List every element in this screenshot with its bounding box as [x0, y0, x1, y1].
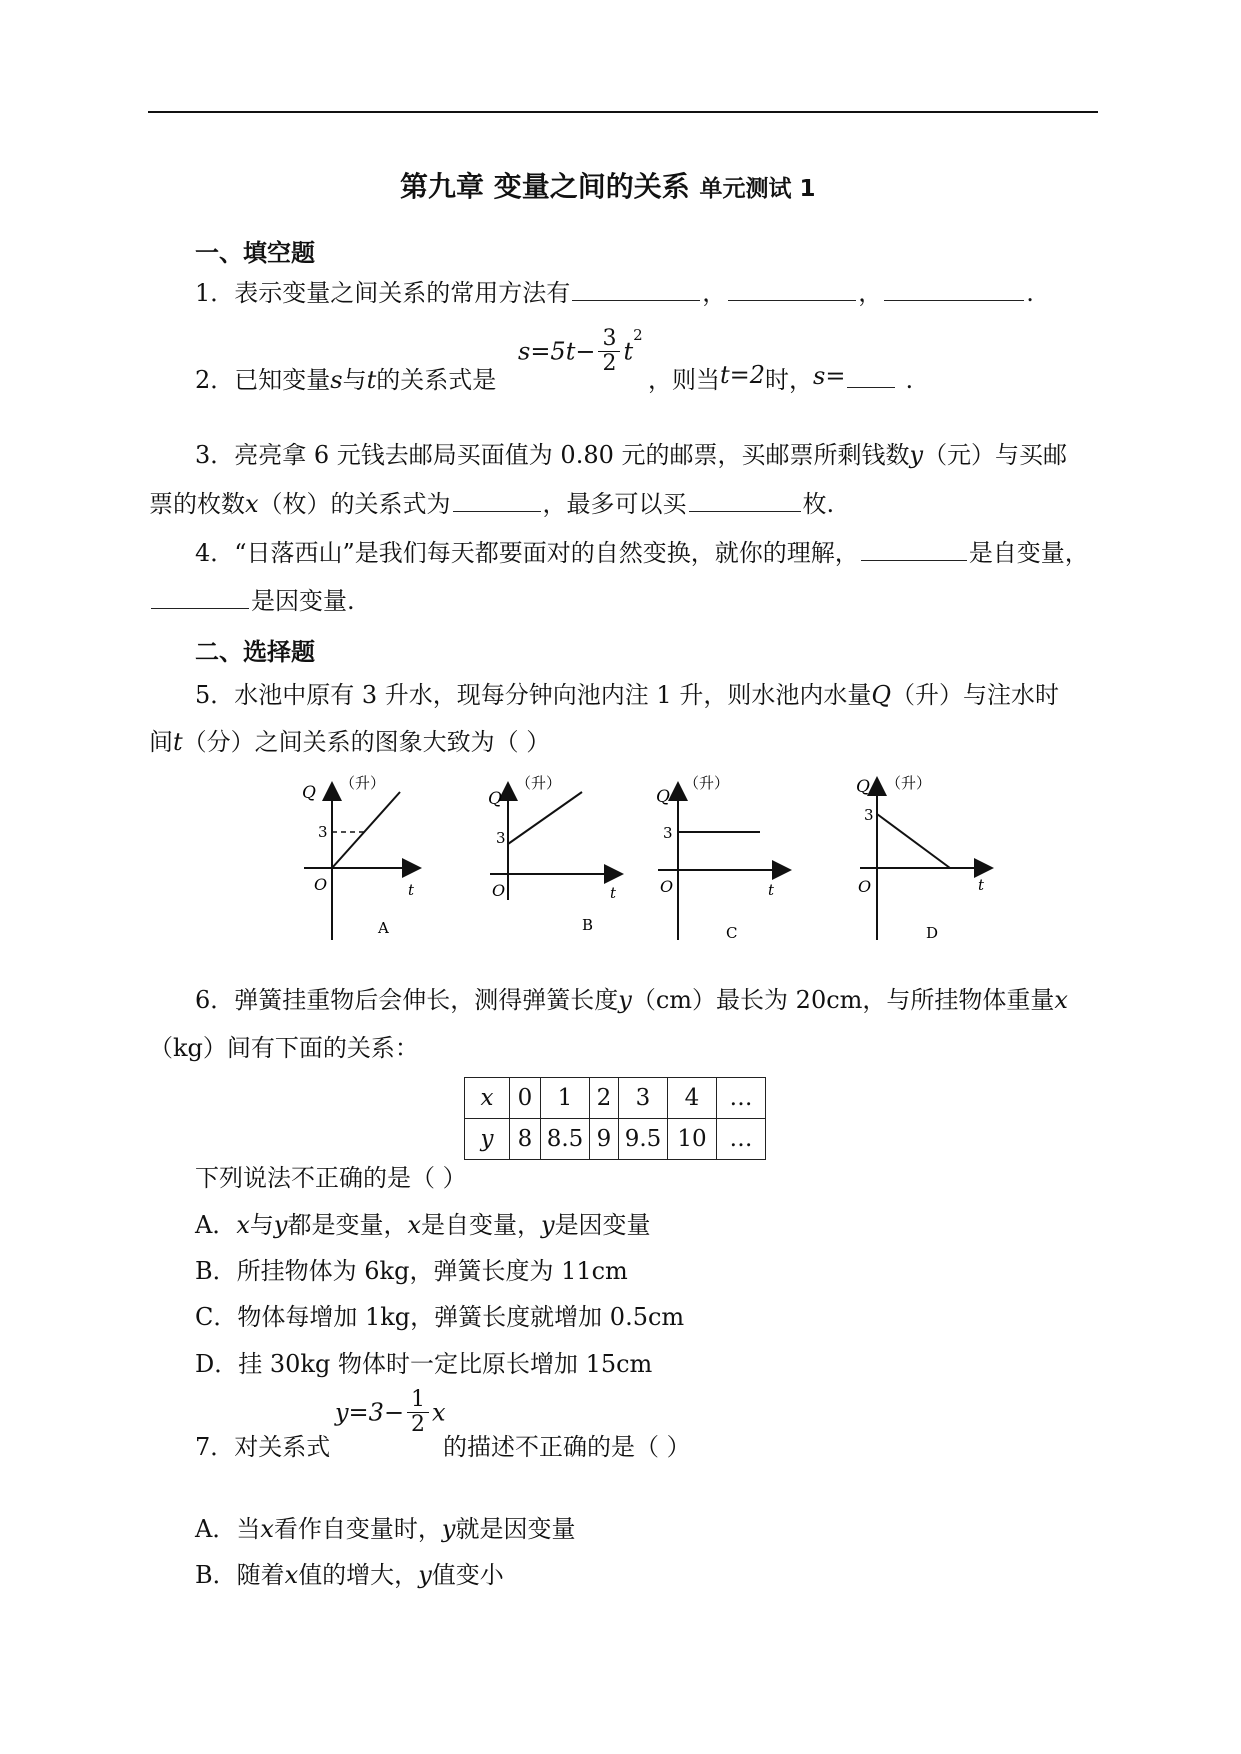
question-7: 7．对关系式	[195, 1433, 331, 1461]
title-main: 第九章 变量之间的关系	[400, 170, 690, 203]
q6-option-a[interactable]: A．x与y都是变量，x是自变量，y是因变量	[195, 1211, 651, 1239]
graph-a[interactable]	[302, 774, 418, 940]
graph-c-t-label: t	[768, 881, 775, 899]
question-6-prompt: 下列说法不正确的是（ ）	[195, 1164, 467, 1192]
graph-d-unit: （升）	[886, 774, 932, 792]
question-6-line2: （kg）间有下面的关系：	[149, 1034, 419, 1062]
graph-d-origin: O	[858, 877, 872, 896]
answer-blank[interactable]	[847, 371, 895, 388]
answer-blank[interactable]	[689, 489, 801, 512]
title-suffix: 单元测试 1	[699, 176, 816, 202]
answer-graphs	[290, 770, 1010, 950]
question-2-cont: ，则当t=2时，s= .	[648, 361, 914, 394]
q7-option-b[interactable]: B．随着x值的增大，y值变小	[195, 1561, 504, 1589]
question-4-line2: 是因变量.	[149, 586, 355, 616]
graph-b-t-label: t	[610, 884, 617, 902]
graph-a-unit: （升）	[340, 774, 386, 792]
question-5-line1: 5．水池中原有 3 升水，现每分钟向池内注 1 升，则水池内水量Q（升）与注水时	[195, 681, 1060, 709]
q6-option-d[interactable]: D．挂 30kg 物体时一定比原长增加 15cm	[195, 1350, 653, 1378]
answer-blank[interactable]	[572, 278, 700, 301]
graph-d-q-label: Q	[856, 777, 870, 797]
header-rule	[148, 111, 1098, 113]
question-7-cont: 的描述不正确的是（ ）	[443, 1433, 691, 1461]
graph-c-q-label: Q	[656, 787, 670, 807]
formula-q7: y=3− $\frac{1}{2}$ x	[335, 1387, 446, 1437]
graph-c-tick-3: 3	[663, 824, 673, 842]
question-3-line1: 3．亮亮拿 6 元钱去邮局买面值为 0.80 元的邮票，买邮票所剩钱数y（元）与买邮	[195, 441, 1068, 469]
formula-q2: s=5t− $\frac{3}{2}$ $t^2$	[518, 326, 643, 376]
answer-blank[interactable]	[453, 489, 541, 512]
graph-d[interactable]	[856, 774, 990, 942]
q7-option-a[interactable]: A．当x看作自变量时，y就是因变量	[195, 1515, 576, 1543]
graph-a-origin: O	[314, 875, 328, 894]
section-choice-heading: 二、选择题	[195, 638, 315, 666]
section-fill-heading: 一、填空题	[195, 239, 315, 267]
graph-a-tick-3: 3	[318, 823, 328, 841]
question-2: 2．已知变量s与t的关系式是	[195, 366, 497, 394]
answer-blank[interactable]	[884, 278, 1024, 301]
graph-b-label: B	[582, 916, 594, 934]
graph-a-q-label: Q	[302, 783, 316, 803]
answer-blank[interactable]	[728, 278, 856, 301]
graph-a-t-label: t	[408, 881, 415, 899]
graph-d-t-label: t	[978, 876, 985, 894]
graph-c[interactable]	[656, 774, 788, 942]
graph-d-tick-3: 3	[864, 806, 874, 824]
graph-c-unit: （升）	[684, 774, 730, 792]
graph-c-origin: O	[660, 877, 674, 896]
answer-blank[interactable]	[861, 538, 967, 561]
table-row: x 0 1 2 3 4 …	[465, 1078, 766, 1119]
q6-option-b[interactable]: B．所挂物体为 6kg，弹簧长度为 11cm	[195, 1257, 628, 1285]
table-row: y 8 8.5 9 9.5 10 …	[465, 1119, 766, 1160]
question-3-line2: 票的枚数x（枚）的关系式为 ，最多可以买 枚.	[149, 490, 835, 518]
question-5-line2: 间t（分）之间关系的图象大致为（ ）	[149, 728, 551, 756]
page-title	[400, 165, 816, 205]
graph-b-q-label: Q	[488, 789, 502, 809]
graph-b-unit: （升）	[516, 774, 562, 792]
graph-d-label: D	[926, 924, 939, 942]
graph-b-tick-3: 3	[496, 829, 506, 847]
graph-c-label: C	[726, 924, 738, 942]
graph-b[interactable]	[488, 774, 620, 934]
data-table	[464, 1077, 766, 1160]
answer-blank[interactable]	[151, 586, 249, 609]
graph-b-origin: O	[492, 881, 506, 900]
graph-a-label: A	[378, 919, 389, 937]
q6-option-c[interactable]: C．物体每增加 1kg，弹簧长度就增加 0.5cm	[195, 1303, 685, 1331]
question-1: 1．表示变量之间关系的常用方法有 ， ， .	[195, 279, 1034, 307]
question-4-line1: 4．“日落西山”是我们每天都要面对的自然变换，就你的理解， 是自变量，	[195, 539, 1089, 567]
question-6-line1: 6．弹簧挂重物后会伸长，测得弹簧长度y（cm）最长为 20cm，与所挂物体重量x	[195, 986, 1068, 1014]
